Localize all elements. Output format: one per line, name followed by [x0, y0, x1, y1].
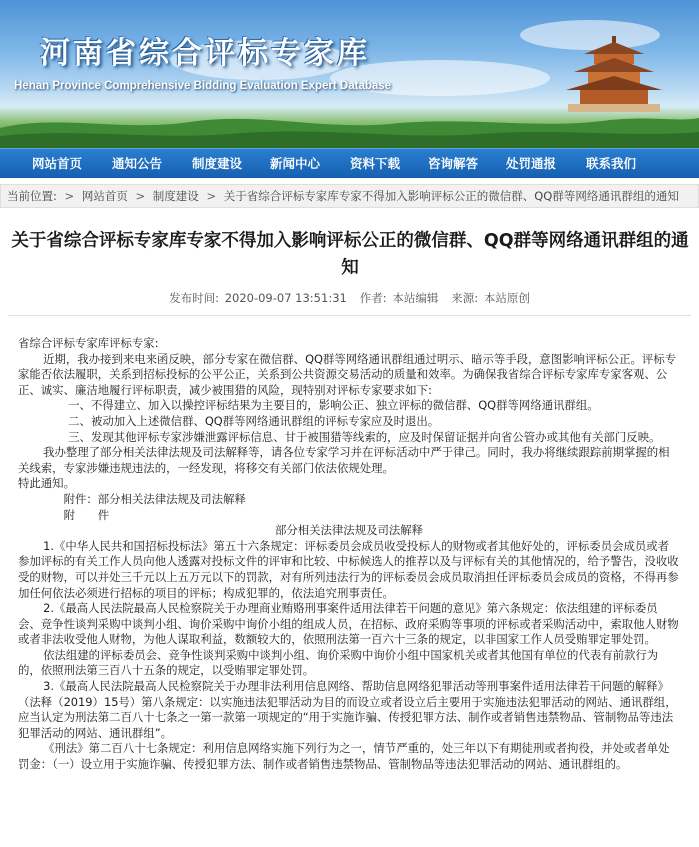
nav-item-contact[interactable]: 联系我们 — [586, 156, 637, 171]
attachment-title: 部分相关法律法规及司法解释 — [274, 523, 424, 538]
author: 本站编辑 — [392, 291, 439, 305]
pagoda-icon — [548, 30, 688, 120]
law-item: 2.《最高人民法院最高人民检察院关于办理商业贿赂刑事案件适用法律若干问题的意见》第六条规定：依法组建的评标委员会、竞争性谈判采购中谈判小组、询价采购中询价小组的组成人员，在招标、政府采购等事项的评标或者采购活动中，索取他人财物或者非法收受他人财物，为他人谋取利益，数额较大的，依照刑法第一百六十三条的规定，以非国家工作人员受贿罪定罪处罚。 — [18, 601, 679, 647]
salutation: 省综合评标专家库评标专家: — [18, 336, 159, 350]
closing-line: 特此通知。 — [18, 476, 75, 491]
law-item: 依法组建的评标委员会、竞争性谈判采购中谈判小组、询价采购中询价小组中国家机关或者其他国有单位的代表有前款行为的，依照刑法第三百八十五条的规定，以受贿罪定罪处罚。 — [18, 647, 659, 678]
source: 本站原创 — [483, 291, 530, 305]
law-item: 1.《中华人民共和国招标投标法》第五十六条规定：评标委员会成员收受投标人的财物或者其他好处的，评标委员会成员或者参加评标的有关工作人员向他人透露对投标文件的评审和比较、中标候选人的推荐以及与评标有关的其他情况的，给予警告，没收收受的财物，可以并处三千元以上五万元以下的罚款，对有所列违法行为的评标委员会成员取消担任评标委员会成员的资格，不得再参加任何依法必须进行招标的项目的评标；构成犯罪的，依法追究刑事责任。 — [18, 538, 679, 600]
nav-item-home[interactable]: 网站首页 — [32, 156, 83, 171]
nav-item-regulations[interactable]: 制度建设 — [192, 156, 243, 171]
requirement-item: 二、被动加入上述微信群、QQ群等网络通讯群组的评标专家应及时退出。 — [68, 413, 440, 428]
breadcrumb — [0, 184, 699, 208]
breadcrumb-link-regulations[interactable]: 制度建设 — [152, 189, 199, 203]
breadcrumb-link-home[interactable]: 网站首页 — [81, 189, 128, 203]
article-title: 关于省综合评标专家库专家不得加入影响评标公正的微信群、QQ群等网络通讯群组的通知 — [11, 231, 689, 278]
requirement-item: 一、不得建立、加入以操控评标结果为主要目的，影响公正、独立评标的微信群、QQ群等网络通讯群组。 — [68, 398, 599, 413]
breadcrumb-separator: > — [135, 189, 146, 203]
nav-item-notices[interactable]: 通知公告 — [112, 156, 163, 171]
breadcrumb-label: 当前位置: — [7, 189, 57, 203]
attachment-line: 附件：部分相关法律法规及司法解释 — [63, 491, 246, 506]
paragraph: 我办整理了部分相关法律法规及司法解释等，请各位专家学习并在评标活动中严于律己。同时，我办将继续跟踪前期掌握的相关线索，专家涉嫌违规违法的，一经发现，将移交有关部门依法依规处理。 — [18, 445, 670, 475]
law-item: 《刑法》第二百八十七条规定：利用信息网络实施下列行为之一，情节严重的，处三年以下有期徒刑或者拘役，并处或者单处罚金：（一）设立用于实施诈骗、传授犯罪方法、制作或者销售违禁物品、管制物品等违法犯罪活动的网站、通讯群组的。 — [18, 741, 670, 772]
author-label: 作者: — [359, 291, 387, 305]
article-body — [18, 336, 680, 773]
paragraph: 近期，我办接到来电来函反映，部分专家在微信群、QQ群等网络通讯群组通过明示、暗示等手段，意图影响评标公正。评标专家能否依法履职，关系到招标投标的公平公正，关系到公共资源交易活动的质量和效率。为确保我省综合评标专家库专家客观、公正、诚实、廉洁地履行评标职责，减少被围猎的风险，现特别对评标专家要求如下: — [18, 351, 677, 397]
main-nav — [0, 148, 699, 178]
article-meta — [0, 290, 699, 306]
site-title: 河南省综合评标专家库 — [40, 36, 370, 71]
publish-time-label: 发布时间: — [169, 291, 220, 305]
source-label: 来源: — [451, 291, 479, 305]
nav-item-downloads[interactable]: 资料下载 — [350, 156, 401, 171]
nav-item-consulting[interactable]: 咨询解答 — [428, 156, 479, 171]
site-subtitle: Henan Province Comprehensive Bidding Evaluation Expert Database — [14, 80, 392, 92]
attachment-heading: 附 件 — [63, 507, 110, 522]
publish-time: 2020-09-07 13:51:31 — [224, 291, 347, 305]
breadcrumb-link-current[interactable]: 关于省综合评标专家库专家不得加入影响评标公正的微信群、QQ群等网络通讯群组的通知 — [223, 189, 679, 203]
requirement-item: 三、发现其他评标专家涉嫌泄露评标信息、甘于被围猎等线索的，应及时保留证据并向省公管办或其他有关部门反映。 — [68, 429, 661, 444]
breadcrumb-separator: > — [206, 189, 217, 203]
law-item: 3.《最高人民法院最高人民检察院关于办理非法利用信息网络、帮助信息网络犯罪活动等刑事案件适用法律若干问题的解释》（法释（2019）15号）第八条规定：以实施违法犯罪活动为目的而设立或者设立后主要用于实施违法犯罪活动的网站、通讯群组，应当认定为刑法第二百八十七条之一第一款第一项规定的“用于实施诈骗、传授犯罪方法、制作或者销售违禁物品、管制物品等违法犯罪活动的网站、通讯群组”。 — [18, 679, 677, 740]
site-banner — [0, 0, 699, 148]
meta-divider — [8, 315, 691, 316]
breadcrumb-separator: > — [64, 189, 75, 203]
nav-item-news[interactable]: 新闻中心 — [270, 156, 321, 171]
nav-item-penalties[interactable]: 处罚通报 — [506, 156, 557, 171]
